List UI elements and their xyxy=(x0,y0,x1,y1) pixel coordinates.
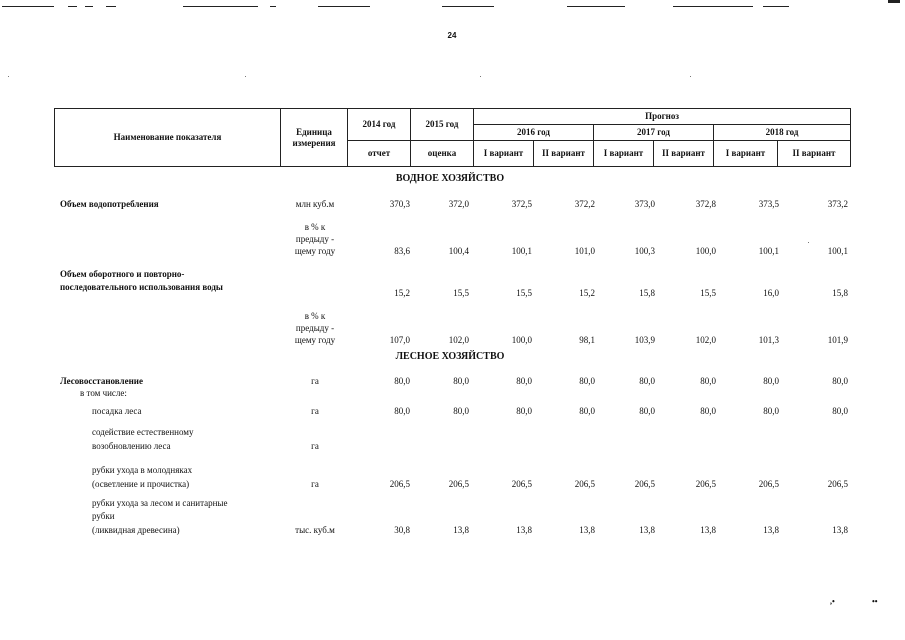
value-cell: 100,1 xyxy=(511,246,532,256)
row-unit: га xyxy=(311,376,319,386)
page-number: 24 xyxy=(447,31,457,40)
value-cell: 100,0 xyxy=(695,246,716,256)
value-cell: 372,5 xyxy=(511,199,532,209)
header-unit: Единица измерения xyxy=(281,109,348,167)
row-name: Объем оборотного и повторно- xyxy=(60,269,185,279)
header-estimate: оценка xyxy=(411,141,474,167)
value-cell: 80,0 xyxy=(700,406,716,416)
row-name: (ликвидная древесина) xyxy=(92,525,180,535)
row-unit: щему году xyxy=(294,246,336,256)
scan-mark: •• xyxy=(872,597,878,606)
row-unit: в % к xyxy=(304,222,326,232)
header-2016: 2016 год xyxy=(474,125,594,141)
section-forest: ЛЕСНОЕ ХОЗЯЙСТВО xyxy=(395,351,505,362)
value-cell: 100,1 xyxy=(827,246,848,256)
value-cell: 13,8 xyxy=(832,525,848,535)
value-cell: 80,0 xyxy=(394,406,410,416)
row-subtitle: в том числе: xyxy=(80,388,127,398)
header-variant-1: I вариант xyxy=(714,141,778,167)
value-cell: 15,8 xyxy=(639,288,655,298)
value-cell: 372,0 xyxy=(448,199,469,209)
row-name: (осветление и прочистка) xyxy=(92,479,190,489)
row-name: рубки ухода в молодняках xyxy=(92,465,193,475)
header-2015: 2015 год xyxy=(411,109,474,141)
value-cell: 101,3 xyxy=(758,335,779,345)
row-name: содействие естественному xyxy=(92,427,194,437)
row-name: последовательного использования воды xyxy=(60,282,223,292)
row-name: рубки ухода за лесом и санитарные xyxy=(92,498,228,508)
value-cell: 206,5 xyxy=(758,479,779,489)
scan-mark: ,• xyxy=(830,597,835,606)
header-forecast: Прогноз xyxy=(474,109,851,125)
header-name: Наименование показателя xyxy=(55,109,281,167)
row-unit: тыс. куб.м xyxy=(295,525,335,535)
header-variant-2: II вариант xyxy=(654,141,714,167)
row-unit: в % к xyxy=(304,311,326,321)
value-cell: 372,8 xyxy=(695,199,716,209)
value-cell: 101,0 xyxy=(574,246,595,256)
value-cell: 373,0 xyxy=(634,199,655,209)
value-cell: 80,0 xyxy=(516,406,532,416)
header-variant-1: I вариант xyxy=(474,141,534,167)
section-water: ВОДНОЕ ХОЗЯЙСТВО xyxy=(395,173,505,184)
value-cell: 80,0 xyxy=(516,376,532,386)
value-cell: 80,0 xyxy=(832,406,848,416)
value-cell: 80,0 xyxy=(639,406,655,416)
value-cell: 80,0 xyxy=(394,376,410,386)
value-cell: 16,0 xyxy=(763,288,779,298)
value-cell: 101,9 xyxy=(827,335,848,345)
row-name: посадка леса xyxy=(92,406,142,416)
value-cell: 15,5 xyxy=(700,288,716,298)
value-cell: 15,8 xyxy=(832,288,848,298)
value-cell: 13,8 xyxy=(579,525,595,535)
header-2017: 2017 год xyxy=(594,125,714,141)
row-unit: га xyxy=(311,406,319,416)
value-cell: 83,6 xyxy=(394,246,410,256)
value-cell: 80,0 xyxy=(453,376,469,386)
value-cell: 80,0 xyxy=(832,376,848,386)
value-cell: 15,2 xyxy=(579,288,595,298)
value-cell: 373,2 xyxy=(827,199,848,209)
row-unit: га xyxy=(311,441,319,451)
value-cell: 206,5 xyxy=(574,479,595,489)
value-cell: 80,0 xyxy=(639,376,655,386)
value-cell: 80,0 xyxy=(763,376,779,386)
value-cell: 100,3 xyxy=(634,246,655,256)
value-cell: 206,5 xyxy=(511,479,532,489)
value-cell: 372,2 xyxy=(574,199,595,209)
value-cell: 30,8 xyxy=(394,525,410,535)
value-cell: 102,0 xyxy=(448,335,469,345)
value-cell: 103,9 xyxy=(634,335,655,345)
row-name: Объем водопотребления xyxy=(60,199,159,209)
row-unit: щему году xyxy=(294,335,336,345)
value-cell: 100,1 xyxy=(758,246,779,256)
value-cell: 107,0 xyxy=(389,335,410,345)
value-cell: 15,5 xyxy=(453,288,469,298)
header-variant-1: I вариант xyxy=(594,141,654,167)
value-cell: 102,0 xyxy=(695,335,716,345)
value-cell: 206,5 xyxy=(695,479,716,489)
value-cell: 13,8 xyxy=(700,525,716,535)
value-cell: 80,0 xyxy=(453,406,469,416)
header-2018: 2018 год xyxy=(714,125,851,141)
value-cell: 13,8 xyxy=(453,525,469,535)
value-cell: 13,8 xyxy=(639,525,655,535)
value-cell: 80,0 xyxy=(700,376,716,386)
row-name: возобновлению леса xyxy=(92,441,171,451)
header-report: отчет xyxy=(348,141,411,167)
row-unit: млн куб.м xyxy=(295,199,335,209)
value-cell: 206,5 xyxy=(634,479,655,489)
value-cell: 80,0 xyxy=(579,376,595,386)
row-unit: предыду - xyxy=(295,234,335,244)
value-cell: 206,5 xyxy=(448,479,469,489)
value-cell: 100,4 xyxy=(448,246,469,256)
value-cell: 100,0 xyxy=(511,335,532,345)
row-unit: га xyxy=(311,479,319,489)
value-cell: 373,5 xyxy=(758,199,779,209)
value-cell: 98,1 xyxy=(579,335,595,345)
value-cell: 80,0 xyxy=(579,406,595,416)
header-variant-2: II вариант xyxy=(534,141,594,167)
value-cell: 13,8 xyxy=(516,525,532,535)
value-cell: 15,2 xyxy=(394,288,410,298)
header-2014: 2014 год xyxy=(348,109,411,141)
value-cell: 80,0 xyxy=(763,406,779,416)
header-variant-2: II вариант xyxy=(778,141,851,167)
row-unit: предыду - xyxy=(295,323,335,333)
value-cell: 13,8 xyxy=(763,525,779,535)
row-name: рубки xyxy=(92,511,115,521)
value-cell: 15,5 xyxy=(516,288,532,298)
row-name: Лесовосстановление xyxy=(60,376,143,386)
value-cell: 206,5 xyxy=(389,479,410,489)
value-cell: 206,5 xyxy=(827,479,848,489)
value-cell: 370,3 xyxy=(389,199,410,209)
